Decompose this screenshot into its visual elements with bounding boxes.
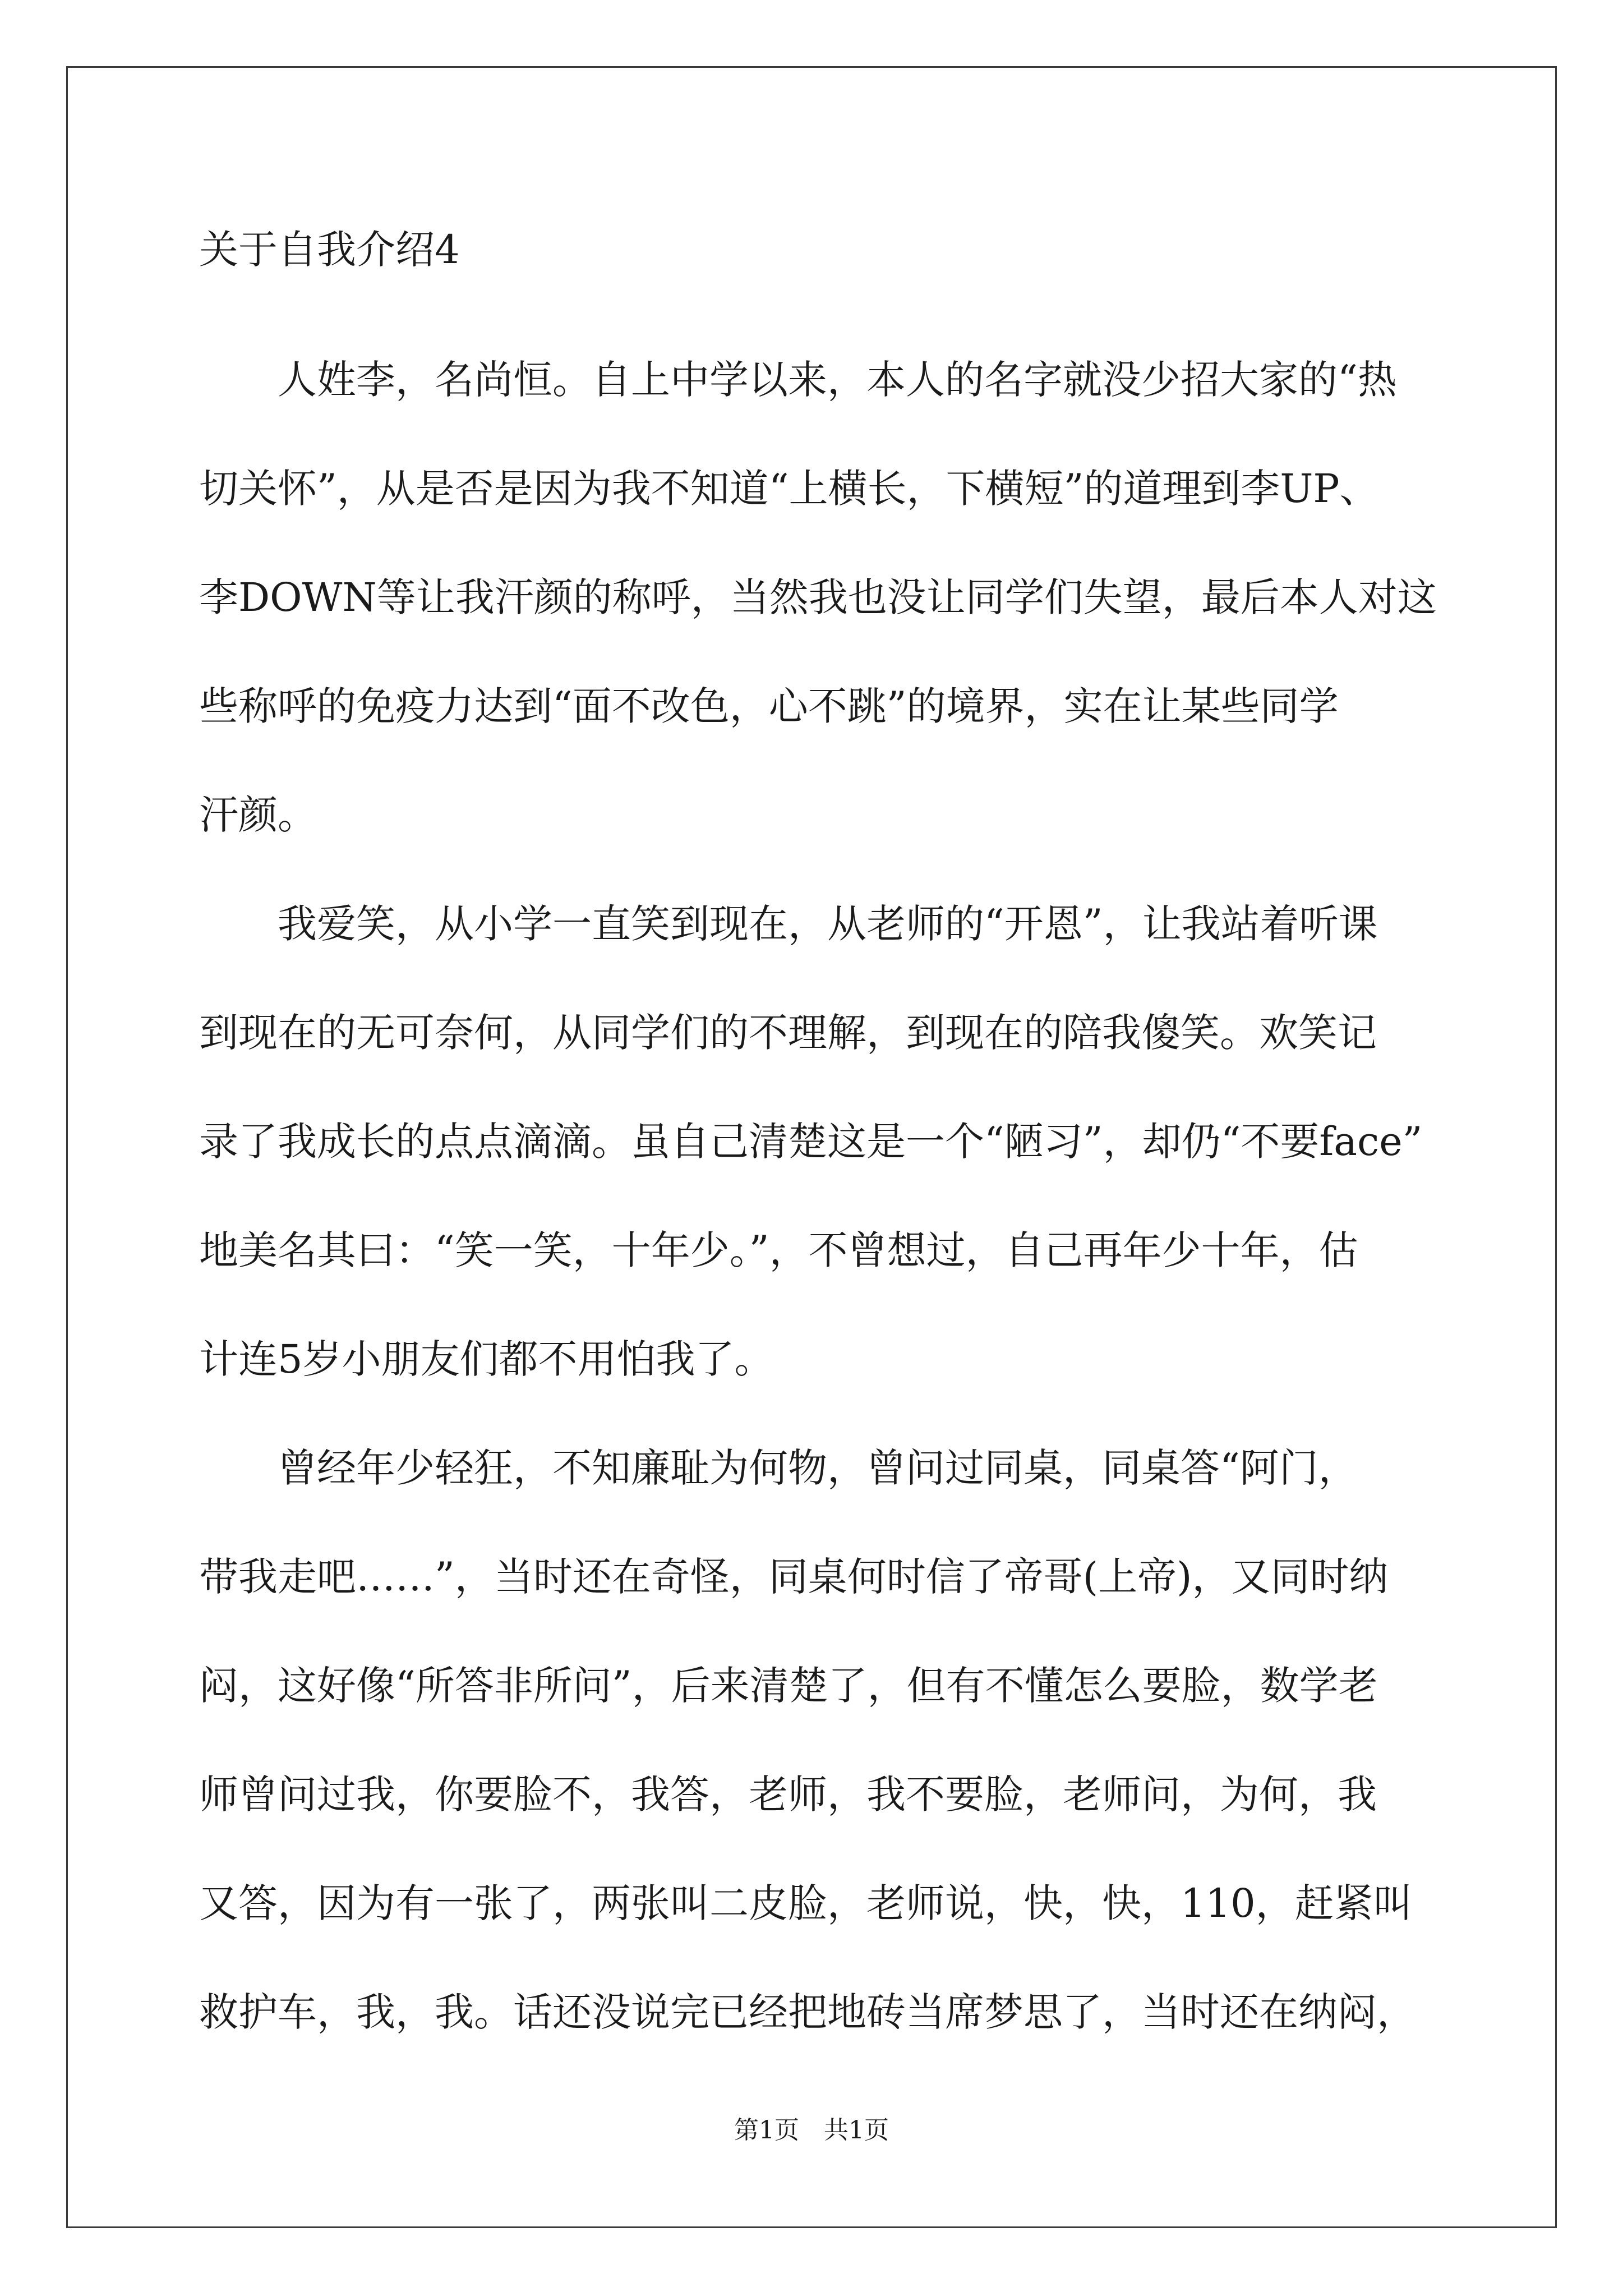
paragraph-line: 带我走吧……”，当时还在奇怪，同桌何时信了帝哥(上帝)，又同时纳: [199, 1554, 1389, 1600]
paragraph-line: 又答，因为有一张了，两张叫二皮脸，老师说，快，快，110，赶紧叫: [199, 1880, 1413, 1926]
paragraph-line: 闷，这好像“所答非所问”，后来清楚了，但有不懂怎么要脸，数学老: [199, 1663, 1378, 1709]
paragraph-line: 曾经年少轻狂，不知廉耻为何物，曾问过同桌，同桌答“阿门，: [278, 1445, 1358, 1491]
paragraph-line: 计连5岁小朋友们都不用怕我了。: [199, 1336, 774, 1382]
paragraph-line: 汗颜。: [199, 792, 317, 838]
paragraph-line: 地美名其曰：“笑一笑，十年少。”，不曾想过，自己再年少十年，估: [199, 1227, 1358, 1273]
paragraph-line: 救护车，我，我。话还没说完已经把地砖当席梦思了，当时还在纳闷，: [199, 1989, 1416, 2035]
page-number: 第1页: [734, 2116, 799, 2145]
page-total: 共1页: [824, 2116, 889, 2145]
paragraph-line: 录了我成长的点点滴滴。虽自己清楚这是一个“陋习”，却仍“不要face”: [199, 1119, 1423, 1165]
paragraph-line: 到现在的无可奈何，从同学们的不理解，到现在的陪我傻笑。欢笑记: [199, 1010, 1377, 1056]
page-footer: [0, 2114, 1623, 2147]
paragraph-line: 人姓李，名尚恒。自上中学以来，本人的名字就没少招大家的“热: [278, 357, 1397, 403]
document-title: 关于自我介绍4: [199, 227, 460, 273]
paragraph-3: [199, 1414, 1427, 2067]
paragraph-line: 我爱笑，从小学一直笑到现在，从老师的“开恩”，让我站着听课: [278, 901, 1378, 947]
document-body: [199, 213, 1437, 2067]
paragraph-line: 些称呼的免疫力达到“面不改色，心不跳”的境界，实在让某些同学: [199, 683, 1339, 729]
paragraph-2: [199, 869, 1427, 1414]
paragraph-1: [199, 325, 1437, 869]
paragraph-line: 李DOWN等让我汗颜的称呼，当然我也没让同学们失望，最后本人对这: [199, 574, 1437, 620]
paragraph-line: 师曾问过我，你要脸不，我答，老师，我不要脸，老师问，为何，我: [199, 1772, 1377, 1818]
paragraph-line: 切关怀”，从是否是因为我不知道“上横长，下横短”的道理到李UP、: [199, 466, 1379, 512]
